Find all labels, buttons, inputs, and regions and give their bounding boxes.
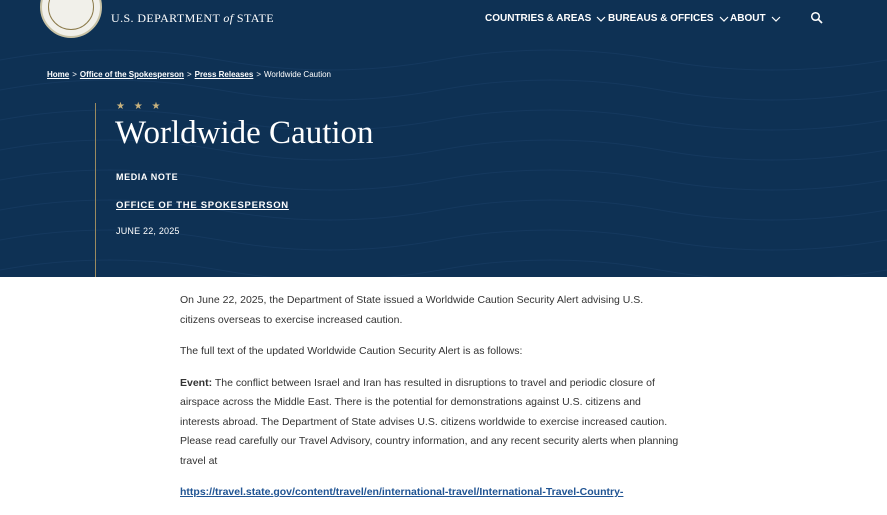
article-type-label: MEDIA NOTE: [116, 172, 179, 182]
agency-name-of: of: [223, 11, 234, 25]
nav-about[interactable]: [730, 13, 781, 24]
article-body: [180, 291, 680, 515]
nav-countries-areas[interactable]: [485, 13, 606, 24]
breadcrumb: [47, 70, 331, 79]
breadcrumb-separator: >: [256, 70, 261, 79]
event-label: Event:: [180, 376, 213, 389]
nav-bureaus-offices-label: BUREAUS & OFFICES: [608, 13, 714, 24]
travel-state-gov-link[interactable]: https://travel.state.gov/content/travel/en/international-travel/International-Travel-Country-: [180, 486, 624, 498]
department-seal-icon[interactable]: [40, 0, 102, 38]
page-title: Worldwide Caution: [115, 115, 374, 151]
nav-about-label: ABOUT: [730, 13, 766, 24]
agency-name[interactable]: [111, 11, 274, 26]
breadcrumb-separator: >: [186, 70, 192, 79]
event-text: The conflict between Israel and Iran has resulted in disruptions to travel and periodic closure of airspace across the Middle East. There is the potential for demonstrations against U.S. citizens and interests abroad. The Department of State advises U.S. citizens worldwide to exercise increased caution. Please read carefully our Travel Advisory, country information, and any recent security alerts when planning travel at: [180, 376, 679, 467]
agency-name-prefix: U.S. DEPARTMENT: [111, 11, 220, 25]
breadcrumb-press-releases[interactable]: Press Releases: [194, 70, 254, 79]
article-paragraph-event: [180, 374, 680, 472]
nav-bureaus-offices[interactable]: [608, 13, 729, 24]
agency-name-suffix: STATE: [236, 11, 274, 25]
article-paragraph-intro: On June 22, 2025, the Department of State issued a Worldwide Caution Security Alert advising U.S. citizens overseas to exercise increased caution.: [180, 294, 644, 326]
article-paragraph-link: [180, 483, 680, 503]
article-paragraph-fulltext: The full text of the updated Worldwide Caution Security Alert is as follows:: [180, 345, 523, 357]
nav-countries-areas-label: COUNTRIES & AREAS: [485, 13, 592, 24]
office-link[interactable]: OFFICE OF THE SPOKESPERSON: [116, 200, 289, 211]
breadcrumb-office-of-the-spokesperson[interactable]: Office of the Spokesperson: [79, 70, 184, 79]
seal-inner-ring: [48, 0, 94, 30]
breadcrumb-home[interactable]: Home: [47, 70, 70, 79]
chevron-down-icon: [596, 16, 606, 22]
breadcrumb-separator: >: [72, 70, 77, 79]
chevron-down-icon: [771, 16, 781, 22]
hero-divider-line: [95, 103, 96, 277]
top-navigation-bar: [0, 0, 887, 40]
search-icon[interactable]: [810, 11, 824, 25]
publish-date: JUNE 22, 2025: [116, 226, 180, 236]
breadcrumb-current: Worldwide Caution: [264, 70, 331, 79]
chevron-down-icon: [719, 16, 729, 22]
stars-decoration: ★ ★ ★: [116, 101, 164, 112]
